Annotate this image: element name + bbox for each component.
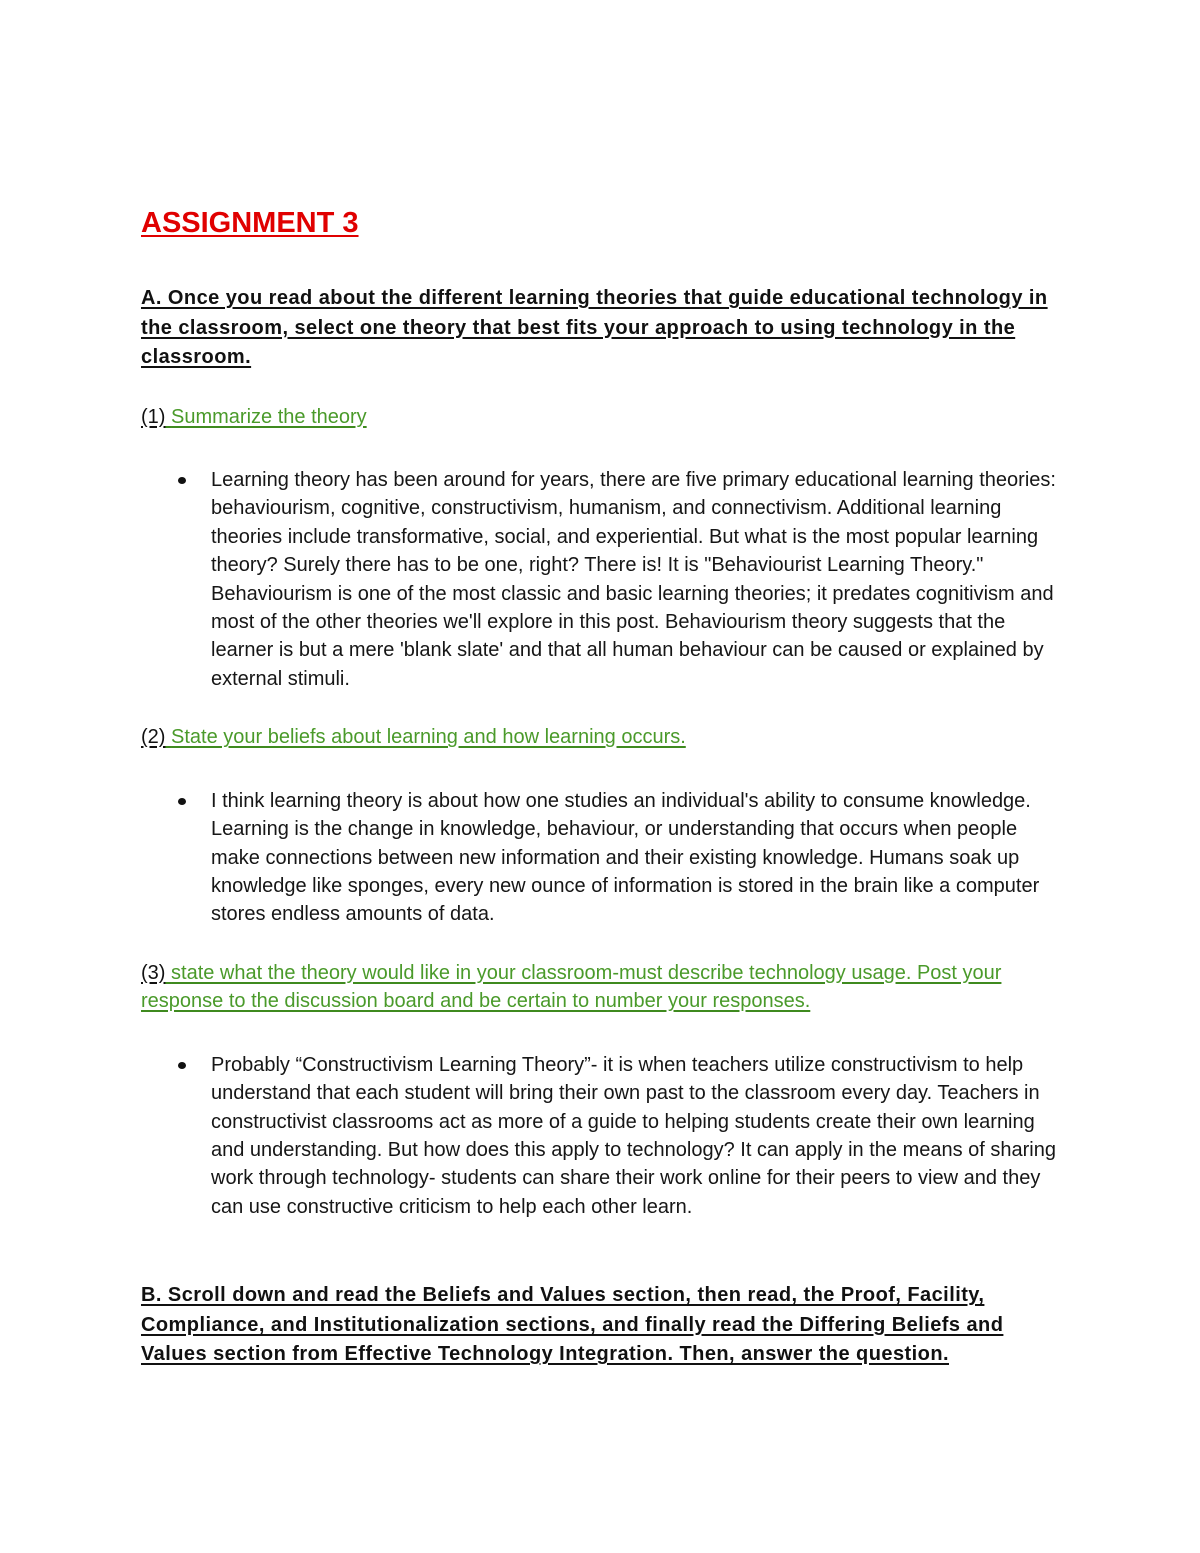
bullet-icon — [178, 477, 186, 484]
answer-3-list — [141, 1051, 1071, 1221]
prompt-3-text: state what the theory would like in your classroom-must describe technology usage. Post your response to the discussion board and be certain to number your responses. — [141, 961, 1002, 1013]
bullet-icon — [178, 1062, 186, 1069]
answer-2-list — [141, 787, 1071, 929]
answer-1-text: Learning theory has been around for years, there are five primary educational learning theories: behaviourism, cognitive, constructivism, humanism, and connectivism. Additional learning theories include transformative, social, and experiential. But what is the most popular learning theory? Surely there has to be one, right? There is! It is "Behaviourist Learning Theory." Behaviourism is one of the most classic and basic learning theories; it predates cognitivism and most of the other theories we'll explore in this post. Behaviourism theory suggests that the learner is but a mere 'blank slate' and that all human behaviour can be caused or explained by external stimuli. — [211, 469, 1056, 690]
prompt-3-number: (3) — [141, 961, 166, 984]
prompt-1 — [141, 403, 1071, 432]
answer-3 — [211, 1051, 1061, 1221]
prompt-1-text: Summarize the theory — [171, 405, 367, 428]
section-spacer — [141, 1251, 1071, 1281]
prompt-2-number: (2) — [141, 726, 166, 749]
answer-1 — [211, 466, 1061, 693]
answer-2 — [211, 787, 1061, 929]
answer-2-text: I think learning theory is about how one studies an individual's ability to consume knowledge. Learning is the change in knowledge, behaviour, or understanding that occurs when people make connections between new information and their existing knowledge. Humans soak up knowledge like sponges, every new ounce of information is stored in the brain like a computer stores endless amounts of data. — [211, 789, 1040, 926]
prompt-3 — [141, 959, 1071, 1016]
bullet-icon — [178, 798, 186, 805]
prompt-2 — [141, 723, 1071, 752]
assignment-title: ASSIGNMENT 3 — [141, 207, 359, 239]
answer-3-text: Probably “Constructivism Learning Theory”- it is when teachers utilize constructivism to help understand that each student will bring their own past to the classroom every day. Teachers in constructivist classrooms act as more of a guide to helping students create their own learning and understanding. But how does this apply to technology? It can apply in the means of sharing work through technology- students can share their work online for their peers to view and they can use constructive criticism to help each other learn. — [211, 1053, 1056, 1218]
prompt-1-number: (1) — [141, 405, 166, 428]
answer-1-list — [141, 466, 1071, 693]
section-a-question: A. Once you read about the different learning theories that guide educational technology in the classroom, select one theory that best fits your approach to using technology in the classroom. — [141, 287, 1048, 368]
prompt-2-text: State your beliefs about learning and how learning occurs. — [171, 726, 686, 749]
document-content — [141, 205, 1071, 1370]
section-b-question: B. Scroll down and read the Beliefs and Values section, then read, the Proof, Facility, Compliance, and Institutionalization sections, and finally read the Differing Beliefs and Values section from Effective Technology Integration. Then, answer the question. — [141, 1284, 1004, 1366]
